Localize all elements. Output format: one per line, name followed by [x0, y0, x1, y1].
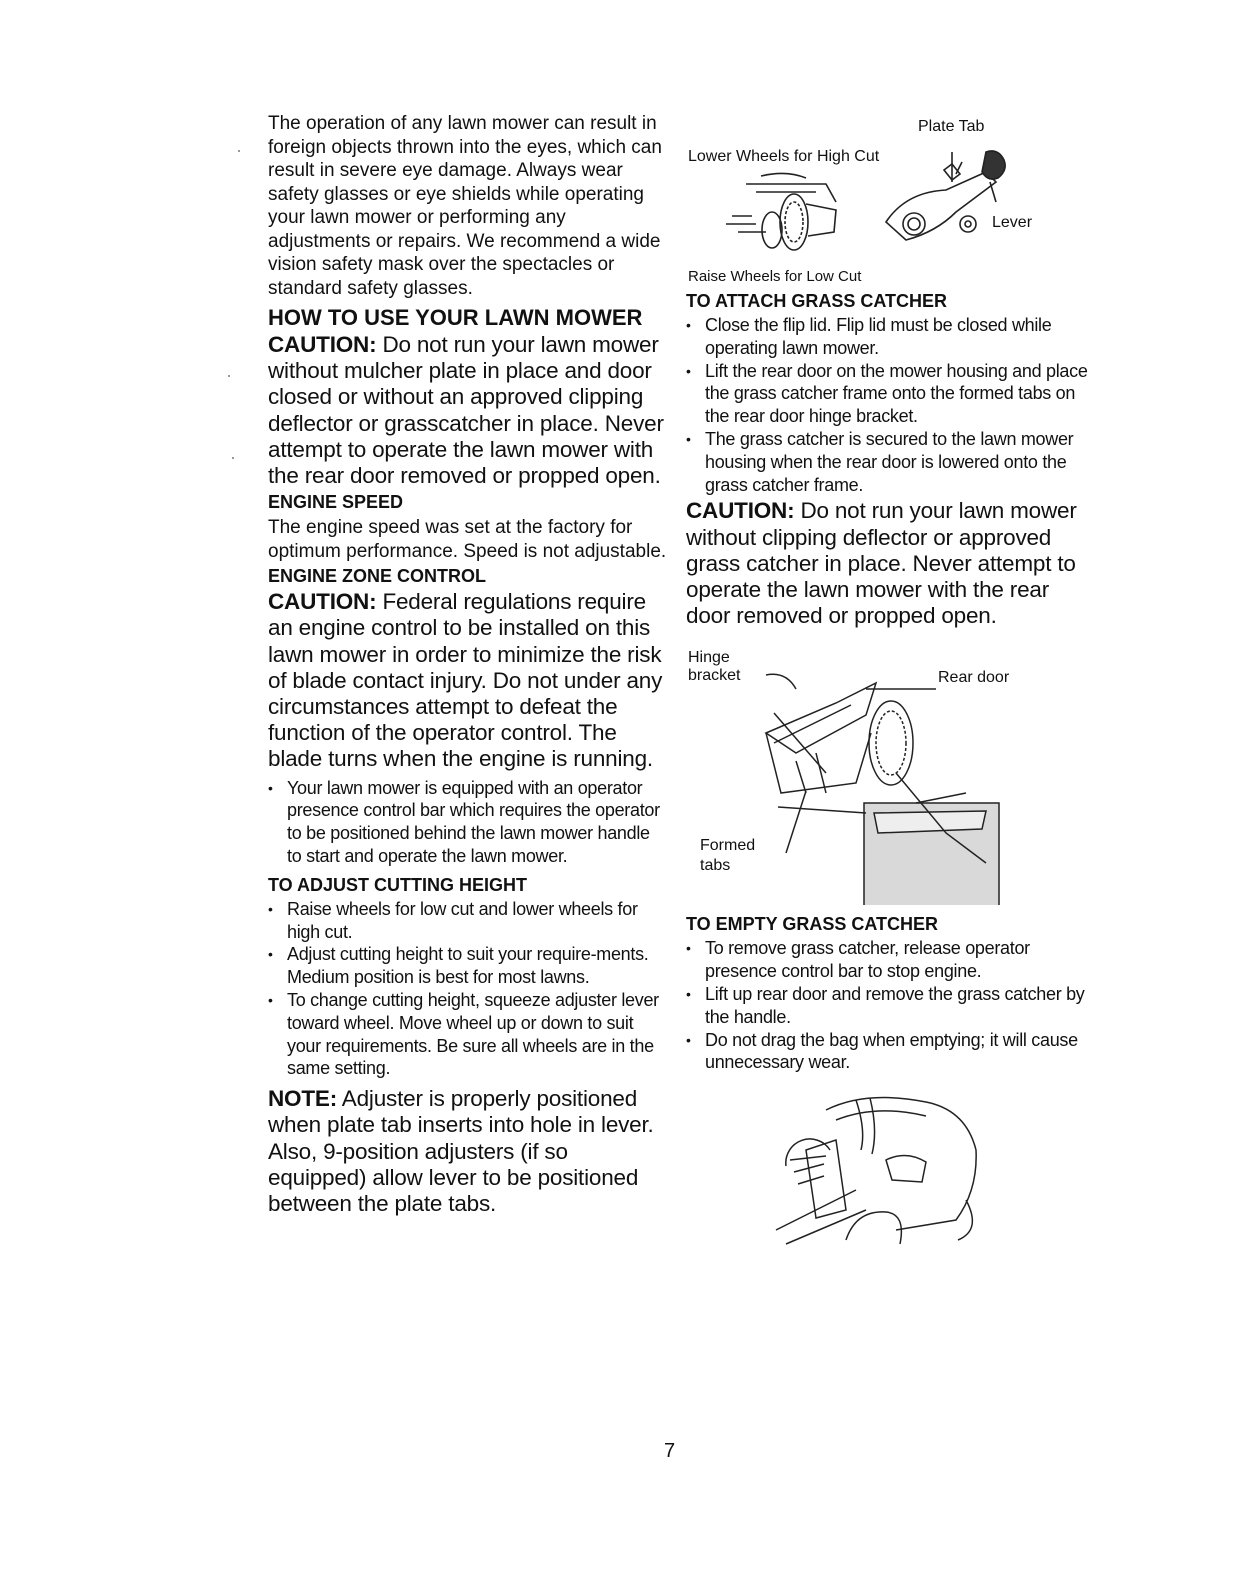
lever-label: Lever [992, 214, 1033, 231]
adjust-height-heading: TO ADJUST CUTTING HEIGHT [268, 874, 528, 895]
intro-paragraph: The operation of any lawn mower can result in foreign objects thrown into the eyes, which can result in severe eye damage. Always wear safety glasses or eye shields while operating your lawn mower or performing any adjustments or repairs. We recommend a wide vision safety mask over the spectacles or standard safety glasses. [268, 113, 662, 299]
rear-door-label: Rear door [938, 669, 1010, 687]
list-item: • The grass catcher is secured to the lawn mower housing when the rear door is lowered onto the grass catcher frame. [686, 428, 1096, 496]
list-item: • Lift up rear door and remove the grass catcher by the handle. [686, 983, 1096, 1029]
caution-label: CAUTION: [268, 589, 377, 615]
margin-mark [238, 150, 240, 152]
caution-label: CAUTION: [268, 332, 377, 357]
left-column [268, 112, 668, 1217]
wheel-adjuster-illustration [686, 112, 1086, 290]
cutting-height-figure [686, 112, 1096, 290]
caution-label: CAUTION: [686, 498, 795, 524]
caution-text: Federal regulations require an engine control to be installed on this lawn mower in order to minimize the risk of blade contact injury. Do not under any circumstances attempt to defeat the function of the operator control. The blade turns when the engine is running. [268, 589, 663, 772]
list-item: • Adjust cutting height to suit your require-ments. Medium position is best for most lawns. [268, 943, 668, 989]
empty-catcher-heading: TO EMPTY GRASS CATCHER [686, 914, 939, 935]
grass-catcher-figure [686, 643, 1096, 905]
lower-wheels-label: Lower Wheels for High Cut [688, 148, 880, 165]
margin-mark [232, 457, 234, 459]
list-item: • Your lawn mower is equipped with an operator presence control bar which requires the operator to be positioned behind the lawn mower handle to start and operate the lawn mower. [268, 777, 668, 868]
note-paragraph [268, 1086, 668, 1217]
margin-mark [228, 375, 230, 377]
how-to-use-heading: HOW TO USE YOUR LAWN MOWER [268, 305, 643, 330]
list-item: • Close the flip lid. Flip lid must be closed while operating lawn mower. [686, 314, 1096, 360]
plate-tab-label: Plate Tab [918, 118, 985, 135]
rear-door-illustration [686, 643, 1086, 905]
bag-removal-illustration [686, 1090, 1086, 1260]
hinge-label: Hinge [688, 649, 730, 667]
engine-speed-text: The engine speed was set at the factory for optimum performance. Speed is not adjustable. [268, 517, 667, 562]
right-column [686, 112, 1096, 1260]
empty-bullet-list [686, 937, 1096, 1074]
zone-bullet-list [268, 777, 668, 868]
raise-wheels-label: Raise Wheels for Low Cut [688, 268, 862, 285]
list-item: • To remove grass catcher, release operator presence control bar to stop engine. [686, 937, 1096, 983]
tabs-label: tabs [700, 857, 731, 875]
adjust-bullet-list [268, 898, 668, 1080]
note-text: Adjuster is properly positioned when plate tab inserts into hole in lever. Also, 9-position adjusters (if so equipped) allow lever to be positioned between the plate tabs. [268, 1086, 654, 1217]
list-item: • Do not drag the bag when emptying; it will cause unnecessary wear. [686, 1029, 1096, 1075]
page-number: 7 [664, 1440, 676, 1462]
attach-bullet-list [686, 314, 1096, 496]
caution-deflector [686, 498, 1096, 629]
attach-catcher-heading: TO ATTACH GRASS CATCHER [686, 291, 947, 311]
note-label: NOTE: [268, 1086, 337, 1112]
caution-mulcher [268, 332, 668, 489]
empty-catcher-figure [686, 1090, 1096, 1260]
caution-text: Do not run your lawn mower without mulcher plate in place and door closed or without an approved clipping deflector or grasscatcher in place. Never attempt to operate the lawn mower with the rear door removed or propped open. [268, 332, 664, 489]
caution-federal [268, 589, 668, 772]
caution-text: Do not run your lawn mower without clipping deflector or approved grass catcher in place. Never attempt to operate the lawn mower with the rear door removed or propped open. [686, 498, 1077, 629]
list-item: • Lift the rear door on the mower housing and place the grass catcher frame onto the formed tabs on the rear door hinge bracket. [686, 360, 1096, 428]
formed-label: Formed [700, 837, 756, 855]
engine-zone-heading: ENGINE ZONE CONTROL [268, 566, 487, 587]
list-item: • To change cutting height, squeeze adjuster lever toward wheel. Move wheel up or down to suit your requirements. Be sure all wheels are in the same setting. [268, 989, 668, 1080]
bracket-label: bracket [688, 667, 741, 685]
engine-speed-heading: ENGINE SPEED [268, 492, 404, 513]
list-item: • Raise wheels for low cut and lower wheels for high cut. [268, 898, 668, 944]
